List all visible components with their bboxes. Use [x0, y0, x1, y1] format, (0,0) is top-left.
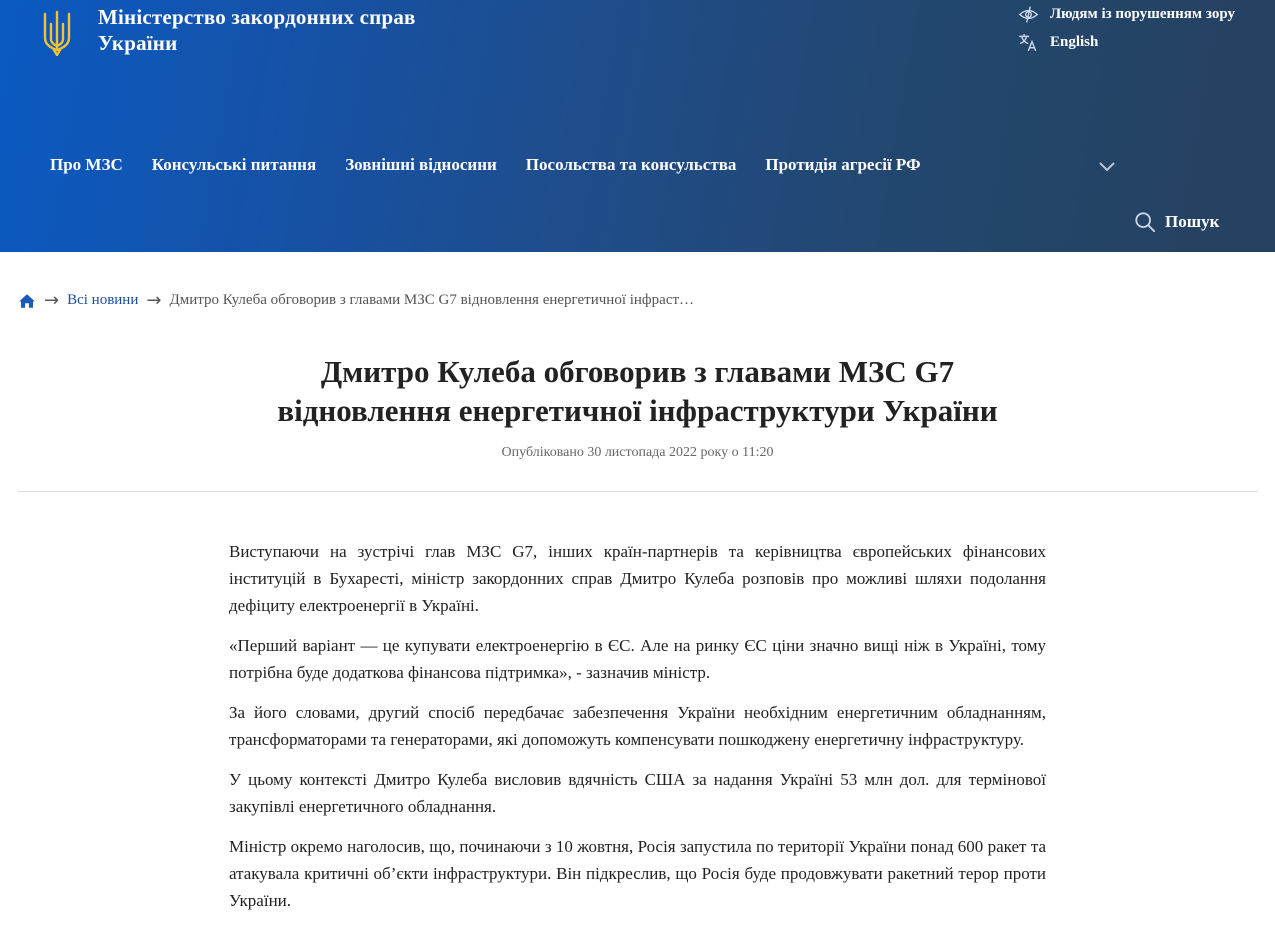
search-icon [1134, 211, 1156, 233]
accessibility-link-label: Людям із порушенням зору [1050, 6, 1235, 22]
nav-item-about[interactable]: Про МЗС [50, 155, 123, 174]
breadcrumb [18, 290, 694, 311]
search-button[interactable] [1134, 211, 1219, 233]
publish-date: Опубліковано 30 листопада 2022 року о 11:20 [501, 445, 774, 460]
article-paragraph: У цьому контексті Дмитро Кулеба висловив вдячність США за надання Україні 53 млн дол. для термінової закупівлі енергетичного обладнання. [229, 770, 1046, 816]
site-header [0, 0, 1275, 252]
article-title-line-1: Дмитро Кулеба обговорив з главами МЗС G7 [320, 354, 955, 389]
chevron-down-icon[interactable] [1097, 158, 1117, 174]
breadcrumb-current: Дмитро Кулеба обговорив з главами МЗС G7 відновлення енергетичної інфраст… [169, 292, 695, 308]
nav-item-consular[interactable]: Консульські питання [151, 155, 317, 174]
article-paragraph: За його словами, другий спосіб передбачає забезпечення України необхідним енергетичним обладнанням, трансформаторами та генераторами, які допоможуть компенсувати пошкоджену енергетичну інфраструктуру. [229, 703, 1046, 749]
article-paragraph: «Перший варіант — це купувати електроенергію в ЄС. Але на ринку ЄС ціни значно вищі ніж в Україні, тому потрібна буде додаткова фінансова підтримка», - зазначив міністр. [229, 636, 1046, 682]
breadcrumb-separator: → [44, 290, 60, 311]
nav-item-embassies[interactable]: Посольства та консульства [525, 155, 737, 174]
article-paragraph: Міністр окремо наголосив, що, починаючи з 10 жовтня, Росія запустила по території України понад 600 ракет та атакувала критичні об’єкти інфраструктури. Він підкреслив, що Росія буде продовжувати ракетний терор проти України. [229, 837, 1046, 910]
accessibility-link[interactable] [1018, 4, 1235, 25]
divider [18, 491, 1258, 492]
breadcrumb-separator: → [146, 290, 162, 311]
translate-icon [1018, 32, 1039, 53]
language-link-label: English [1050, 34, 1099, 50]
home-icon[interactable] [18, 292, 36, 310]
eye-slash-icon [1018, 4, 1039, 25]
main-nav [50, 155, 950, 175]
nav-item-foreign-relations[interactable]: Зовнішні відносини [345, 155, 497, 174]
article-paragraph: Виступаючи на зустрічі глав МЗС G7, інших країн-партнерів та керівництва європейських фінансових інституцій в Бухаресті, міністр закордонних справ Дмитро Кулеба розповів про можливі шляхи подолання дефіциту електроенергії в Україні. [229, 542, 1046, 615]
article-title-line-2: відновлення енергетичної інфраструктури України [277, 393, 998, 428]
article-title [200, 352, 1075, 430]
breadcrumb-all-news-link[interactable]: Всі новини [67, 292, 139, 308]
nav-item-countering-aggression[interactable]: Протидія агресії РФ [765, 155, 921, 174]
search-label: Пошук [1165, 212, 1220, 231]
language-switch[interactable] [1018, 32, 1098, 53]
article-body [229, 538, 1046, 927]
site-title[interactable]: Міністерство закордонних справ України [98, 5, 416, 55]
trident-coat-of-arms-icon[interactable] [42, 10, 72, 56]
